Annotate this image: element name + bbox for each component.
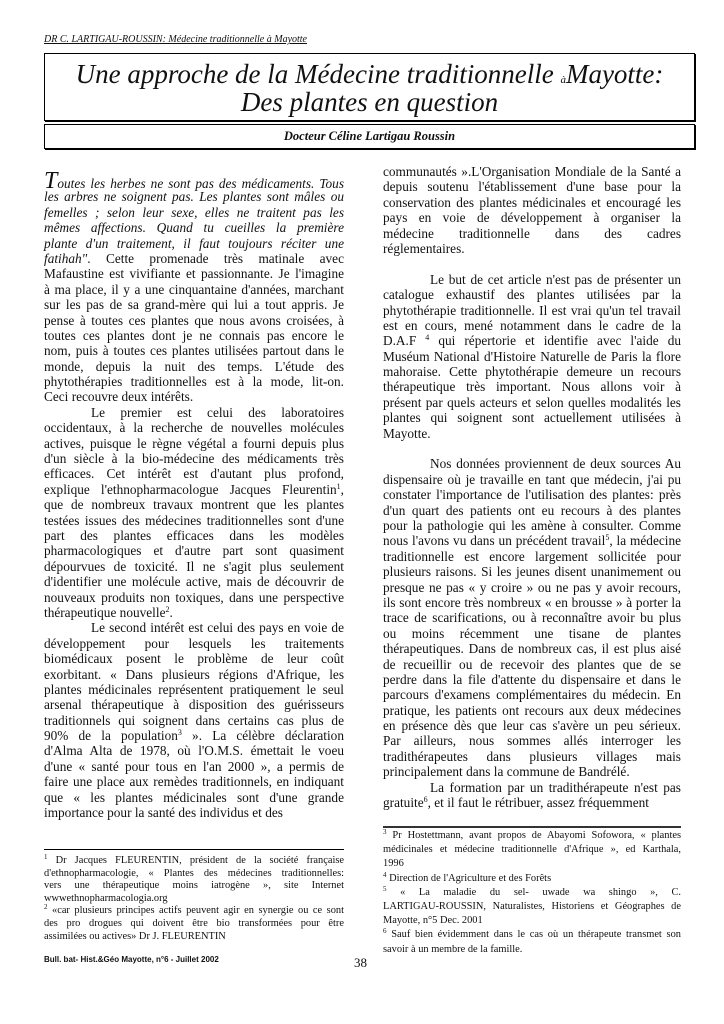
text-line: wwwethnopharmacologia.org xyxy=(44,892,168,904)
text-line: Ceci recouvre deux intérêts. xyxy=(44,389,194,405)
text-line: que « les plantes médicinales sont d'une grande xyxy=(44,789,344,805)
text-line: assimilées ou actives» Dr J. FLEURENTIN xyxy=(44,930,226,942)
text-line: mahoraise. Cette phytothérapie demeure un recours xyxy=(383,364,681,380)
footnote-ref: 1 xyxy=(44,853,48,861)
text-segment: , la médecine xyxy=(609,533,681,549)
text-segment: femelles ; selon leur sexe, elles ne traitent pas les xyxy=(44,204,344,220)
text-line: développement pour lesquels les traitements xyxy=(44,635,344,651)
text-line: occidentaux, à la recherche de nouvelles molécules xyxy=(44,420,344,436)
text-line: Le second intérêt est celui des pays en voie de xyxy=(91,620,344,636)
text-line xyxy=(383,886,681,900)
text-line xyxy=(44,189,344,204)
text-line xyxy=(383,795,681,810)
text-segment: Pr Hostettmann, avant propos de Abayomi Sofowora, « plantes xyxy=(386,830,681,841)
text-line: ou moins récemment une tisane de plantes xyxy=(383,625,681,641)
text-segment: , xyxy=(340,481,344,497)
text-line: catalogue exhaustif des plantes utilisées par la xyxy=(383,287,681,303)
text-line: faire une place aux remèdes traditionnels, en indiquant xyxy=(44,774,344,790)
paragraph xyxy=(383,928,681,956)
footnotes-right xyxy=(383,829,681,957)
paragraph xyxy=(383,780,681,811)
text-segment: « La maladie du sel- uwade wa shingo », C. xyxy=(386,886,681,898)
page-number: 38 xyxy=(354,955,367,970)
text-line: actives, puisque le règne végétal a fourni depuis plus xyxy=(44,435,344,451)
author-byline: Docteur Céline Lartigau Roussin xyxy=(44,124,695,149)
text-line: thérapeutiques. Dans de nombreux cas, il est plus aisé xyxy=(383,641,681,657)
text-segment: explique l'ethnopharmacologue Jacques Fleurentin xyxy=(44,481,337,497)
footnote-ref: 3 xyxy=(383,828,387,836)
text-line: pratique, les patients ont recours aux deux médecines xyxy=(383,702,681,718)
text-line: part des plantes efficaces dans les modèles xyxy=(44,527,344,543)
text-line xyxy=(383,533,681,548)
title-text: Une approche de la Médecine traditionnelle xyxy=(75,59,561,89)
text-line xyxy=(44,855,344,868)
paragraph xyxy=(383,886,681,929)
text-line: médecine traditionnelle dans des cadres xyxy=(383,225,681,241)
text-line: de recueillir ou de recevoir des plantes que de se xyxy=(383,656,681,672)
footnote-ref: 6 xyxy=(383,927,387,936)
text-line: nom, puis à toutes ces plantes utilisées partout dans le xyxy=(44,343,344,359)
text-line xyxy=(44,605,344,620)
text-segment: D.A.F xyxy=(383,333,426,349)
text-line: La formation par un tradithérapeute n'est pas xyxy=(430,779,681,795)
text-line: conservation des plantes médicinales et encouragé les xyxy=(383,194,681,210)
text-line xyxy=(383,928,681,942)
text-segment: ». La célèbre déclaration xyxy=(181,728,344,744)
text-segment: les arbres ne soignent pas. Les plantes sont mâles ou xyxy=(44,189,344,205)
paragraph xyxy=(44,855,344,905)
text-line: présent par quels acteurs et selon quelles modalités les xyxy=(383,394,681,410)
text-line: pense à toutes ces plantes que nous avons croisées, à xyxy=(44,312,344,328)
text-line: réglementaires. xyxy=(383,240,465,256)
footnote-ref: 4 xyxy=(383,870,387,879)
text-line: principalement dans la commune de Bandrélé. xyxy=(383,764,630,780)
footnote-ref: 6 xyxy=(423,795,428,805)
text-line: Nos données proviennent de deux sources Au xyxy=(430,456,681,472)
text-line xyxy=(44,251,344,266)
text-line xyxy=(383,333,681,348)
text-segment: Direction de l'Agriculture et des Forêts xyxy=(386,872,552,884)
footnote-ref: 3 xyxy=(177,728,182,738)
text-segment: 90% de la population xyxy=(44,728,178,744)
text-line xyxy=(44,905,344,918)
text-line: traditionnels qui soignent dans certains cas plus de xyxy=(44,712,344,728)
text-line xyxy=(383,872,681,886)
text-line: arsenal thérapeutique à disposition des guérisseurs xyxy=(44,697,344,713)
paragraph xyxy=(383,164,681,256)
text-line: depuis soutenu l'établissement d'une base pour la xyxy=(383,179,681,195)
text-line: d'une « santé pour tous en l'an 2000 », a permis de xyxy=(44,758,344,774)
text-line xyxy=(383,829,681,843)
text-line: toutes ces plantes dont je ne connais pas encore le xyxy=(44,327,344,343)
text-line: dépourvues de toxicité. Il ne s'agit plus seulement xyxy=(44,558,344,574)
text-line: efficaces. Cet intérêt est d'autant plus profond, xyxy=(44,466,344,482)
text-segment: outes les herbes ne sont pas des médicaments. Tous xyxy=(57,176,344,191)
text-line: vers une thérapeutique moins iatrogène », site Internet xyxy=(44,880,344,892)
text-line: phytothérapies traditionnelles est à la mode, lit-on. xyxy=(44,374,344,390)
text-line: d'Alma Alta de 1978, où l'O.M.S. émettait le voeu xyxy=(44,743,344,759)
footnote-divider-left xyxy=(44,849,344,850)
text-line: pharmacologiques et d'autre part sont quasiment xyxy=(44,543,344,559)
text-line: constater l'importance de l'utilisation des plantes: près xyxy=(383,487,681,503)
text-segment: Sauf bien évidemment dans le cas où un thérapeute transmet son xyxy=(386,929,681,941)
text-segment: fatihah" xyxy=(44,250,88,266)
paragraph xyxy=(44,405,344,620)
text-line: des pro drogues qui doivent être bio transformées pour être xyxy=(44,917,344,929)
text-line: pour la pathologie qui les amène à consulter. Comme xyxy=(383,517,681,533)
text-line xyxy=(44,220,344,235)
text-line: dispensaire où je travaille en tant que médecin, j'ai pu xyxy=(383,471,681,487)
text-line: Muséum National d'Histoire Naturelle de Paris la flore xyxy=(383,348,681,364)
paragraph-spacer xyxy=(383,256,681,271)
journal-footer: Bull. bat- Hist.&Géo Mayotte, n°6 - Juillet 2002 xyxy=(44,955,219,964)
text-line: savoir à un membre de la famille. xyxy=(383,943,523,955)
text-line: ils sont encore très nombreux « en brousse » à porter la xyxy=(383,594,681,610)
text-line: pays en voie de développement à organiser la xyxy=(383,210,681,226)
text-line: monde, depuis la nuit des temps. L'étude des xyxy=(44,358,344,374)
text-line: d'identifier une molécule active, mais de découvrir de xyxy=(44,574,344,590)
text-segment: thérapeutique nouvelle xyxy=(44,604,166,620)
running-head: DR C. LARTIGAU-ROUSSIN: Médecine traditionnelle à Mayotte xyxy=(44,34,307,45)
text-line: presque ne pas « y croire » ou ne pas y avoir recours, xyxy=(383,579,681,595)
text-line: testées issues des médecines traditionnelles sont d'une xyxy=(44,512,344,528)
text-segment: nous l'avons vu dans un précédent travail xyxy=(383,533,606,549)
footnote-ref: 2 xyxy=(44,903,48,912)
text-line: médicinales et médecine traditionnelle d'Afrique », ed Karthala, xyxy=(383,844,681,856)
footnote-ref: 1 xyxy=(336,481,341,491)
text-line: d'un quart des patients ont eu recours à des plantes xyxy=(383,502,681,518)
right-column xyxy=(383,164,681,810)
text-line: biomédicaux posent le problème de leur coût xyxy=(44,651,344,667)
text-line: nouveaux produits non toxiques, dans une perspective xyxy=(44,589,344,605)
paragraph-spacer xyxy=(383,441,681,456)
text-segment: «car plusieurs principes actifs peuvent agir en synergie ou ce sont xyxy=(47,905,344,917)
text-line: Mayotte, n°5 Dec. 2001 xyxy=(383,915,483,927)
paragraph xyxy=(383,272,681,441)
text-segment: gratuite xyxy=(383,795,424,811)
left-column xyxy=(44,168,344,821)
text-line xyxy=(44,168,344,194)
text-line: en présence dès que leur cas s'avère un peu sérieux. xyxy=(383,718,681,734)
text-segment: plante d'un traitement, il faut toujours réciter une xyxy=(44,235,344,251)
text-line: exorbitant. « Dans plusieurs régions d'Afrique, les xyxy=(44,666,344,682)
drop-cap: T xyxy=(44,168,58,194)
footnote-ref: 2 xyxy=(165,604,170,614)
paragraph xyxy=(383,872,681,886)
text-line: LARTIGAU-ROUSSIN, Naturalistes, Historiens et Géographes de xyxy=(383,901,681,913)
text-line: perdre dans la file d'attente du dispensaire et dans le xyxy=(383,671,681,687)
text-line: parcours d'examens complémentaires du médecin. En xyxy=(383,687,681,703)
title-box xyxy=(44,53,695,121)
text-line: plantes qui soignent sont actuellement utilisées à xyxy=(383,410,681,426)
footnote-ref: 4 xyxy=(425,333,430,343)
text-line xyxy=(44,728,344,743)
text-line: sur les pas de sa grand-mère qui lui a tout appris. Je xyxy=(44,297,344,313)
text-line xyxy=(44,236,344,251)
text-line: 1996 xyxy=(383,858,404,870)
text-line: plantes médicinales représentent pratiquement le seul xyxy=(44,681,344,697)
text-line: traditionnelle est encore largement sollicitée pour xyxy=(383,548,681,564)
title-small-a: à xyxy=(560,74,566,86)
text-line: d'un siècle à la bio-médecine des médicaments très xyxy=(44,451,344,467)
text-line: communautés ».L'Organisation Mondiale de la Santé a xyxy=(383,164,681,179)
footnote-divider-right xyxy=(383,826,681,828)
text-line: Le premier est celui des laboratoires xyxy=(91,404,344,420)
text-line: Le but de cet article n'est pas de présenter un xyxy=(430,271,681,287)
text-segment: . Cette promenade très matinale avec xyxy=(87,250,344,266)
text-line: Par ailleurs, nous sommes allés interroger les xyxy=(383,733,681,749)
text-line: est en cours, mené notamment dans le cadre de la xyxy=(383,317,681,333)
text-line: Mafaustine est vivifiante et passionnante. Je l'imagine xyxy=(44,266,344,282)
paragraph xyxy=(383,456,681,779)
text-segment: Dr Jacques FLEURENTIN, président de la société française xyxy=(47,855,344,866)
text-line: thérapeutique très important. Nous allons voir à xyxy=(383,379,681,395)
text-line: tradithérapeutes dans plusieurs villages mais xyxy=(383,748,681,764)
title-text-mayotte: Mayotte: xyxy=(565,59,664,89)
title-line-2: Des plantes en question xyxy=(240,87,499,117)
text-segment: , et il faut le rétribuer, assez fréquemment xyxy=(427,795,649,811)
paragraph xyxy=(44,168,344,405)
footnotes-left xyxy=(44,855,344,943)
text-line: phytothérapie traditionnelle. Il est vrai qu'un tel travail xyxy=(383,302,681,318)
text-line xyxy=(44,482,344,497)
text-line: d'ethnopharmacologie, « Plantes des médecines traditionnelles: xyxy=(44,867,344,879)
text-segment: mêmes affections. Quand tu cueilles la première xyxy=(44,220,344,236)
text-line: que de nombreux travaux montrent que les plantes xyxy=(44,497,344,513)
paragraph xyxy=(44,905,344,943)
text-segment: qui répertorie et identifie avec l'aide du xyxy=(429,333,681,349)
footnote-ref: 5 xyxy=(383,884,387,893)
text-line: trace de scarifications, ou à reconnaître avoir bu plus xyxy=(383,610,681,626)
paragraph xyxy=(383,829,681,872)
text-line xyxy=(44,205,344,220)
text-line: Mayotte. xyxy=(383,425,431,441)
text-line: importance pour la santé des individus et des xyxy=(44,805,283,821)
text-segment: . xyxy=(169,604,173,620)
footnote-ref: 5 xyxy=(605,533,610,543)
text-line: à ma place, il y a une cinquantaine d'années, marchant xyxy=(44,281,344,297)
text-line: plusieurs raisons. Si les jeunes disent unanimement ou xyxy=(383,564,681,580)
paragraph xyxy=(44,620,344,820)
